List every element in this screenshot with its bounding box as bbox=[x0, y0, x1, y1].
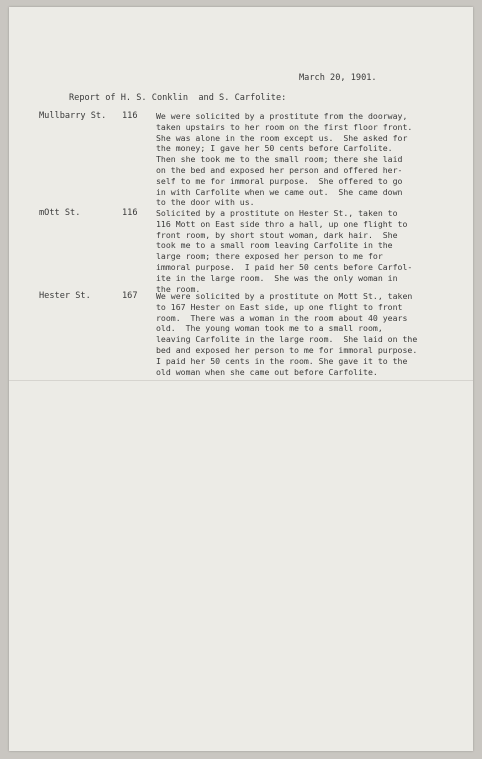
entry-line: bed and exposed her person to me for immoral purpose. bbox=[156, 344, 418, 355]
entry-line: self to me for immoral purpose. She offered to go bbox=[156, 175, 403, 186]
entry-line: She was alone in the room except us. She asked for bbox=[156, 132, 408, 143]
entry-line: old woman when she came out before Carfolite. bbox=[156, 366, 378, 377]
entry-street: Hester St. bbox=[39, 291, 91, 301]
entry-line: to 167 Hester on East side, up one flight to front bbox=[156, 301, 403, 312]
entry-line: front room, by short stout woman, dark hair. She bbox=[156, 229, 398, 240]
entry-body bbox=[156, 291, 466, 377]
entry-house-number: 116 bbox=[122, 208, 138, 218]
entry-line: 116 Mott on East side thro a hall, up one flight to bbox=[156, 218, 408, 229]
entry-line: in with Carfolite when we came out. She came down bbox=[156, 186, 403, 197]
report-header: Report of H. S. Conklin and S. Carfolite: bbox=[69, 93, 287, 103]
entry-line: leaving Carfolite in the large room. She laid on the bbox=[156, 334, 418, 345]
entry-line: the money; I gave her 50 cents before Carfolite. bbox=[156, 143, 393, 154]
entry-line: to the door with us. bbox=[156, 197, 255, 208]
entry-house-number: 116 bbox=[122, 111, 138, 121]
entry-line: I paid her 50 cents in the room. She gave it to the bbox=[156, 355, 408, 366]
entry-line: on the bed and exposed her person and offered her- bbox=[156, 164, 403, 175]
entry-body bbox=[156, 111, 466, 208]
entry-line: room. There was a woman in the room about 40 years bbox=[156, 312, 408, 323]
entry-line: took me to a small room leaving Carfolite in the bbox=[156, 240, 393, 251]
entry-line: We were solicited by a prostitute on Mott St., taken bbox=[156, 291, 413, 301]
entry-line: the room. bbox=[156, 283, 201, 294]
report-date: March 20, 1901. bbox=[299, 73, 377, 83]
entry-line: ite in the large room. She was the only woman in bbox=[156, 272, 398, 283]
entry-street: Mullbarry St. bbox=[39, 111, 107, 121]
entry-line: old. The young woman took me to a small room, bbox=[156, 323, 383, 334]
page-fold-line bbox=[9, 380, 473, 381]
document-page bbox=[9, 7, 473, 751]
entry-line: We were solicited by a prostitute from the doorway, bbox=[156, 111, 408, 121]
entry-line: Solicited by a prostitute on Hester St., taken to bbox=[156, 208, 398, 218]
entry-line: taken upstairs to her room on the first floor front. bbox=[156, 121, 413, 132]
entry-house-number: 167 bbox=[122, 291, 138, 301]
entry-street: mOtt St. bbox=[39, 208, 81, 218]
entry-body bbox=[156, 208, 466, 294]
entry-line: large room; there exposed her person to me for bbox=[156, 251, 383, 262]
entry-line: immoral purpose. I paid her 50 cents before Carfol- bbox=[156, 261, 413, 272]
entry-line: Then she took me to the small room; there she laid bbox=[156, 154, 403, 165]
